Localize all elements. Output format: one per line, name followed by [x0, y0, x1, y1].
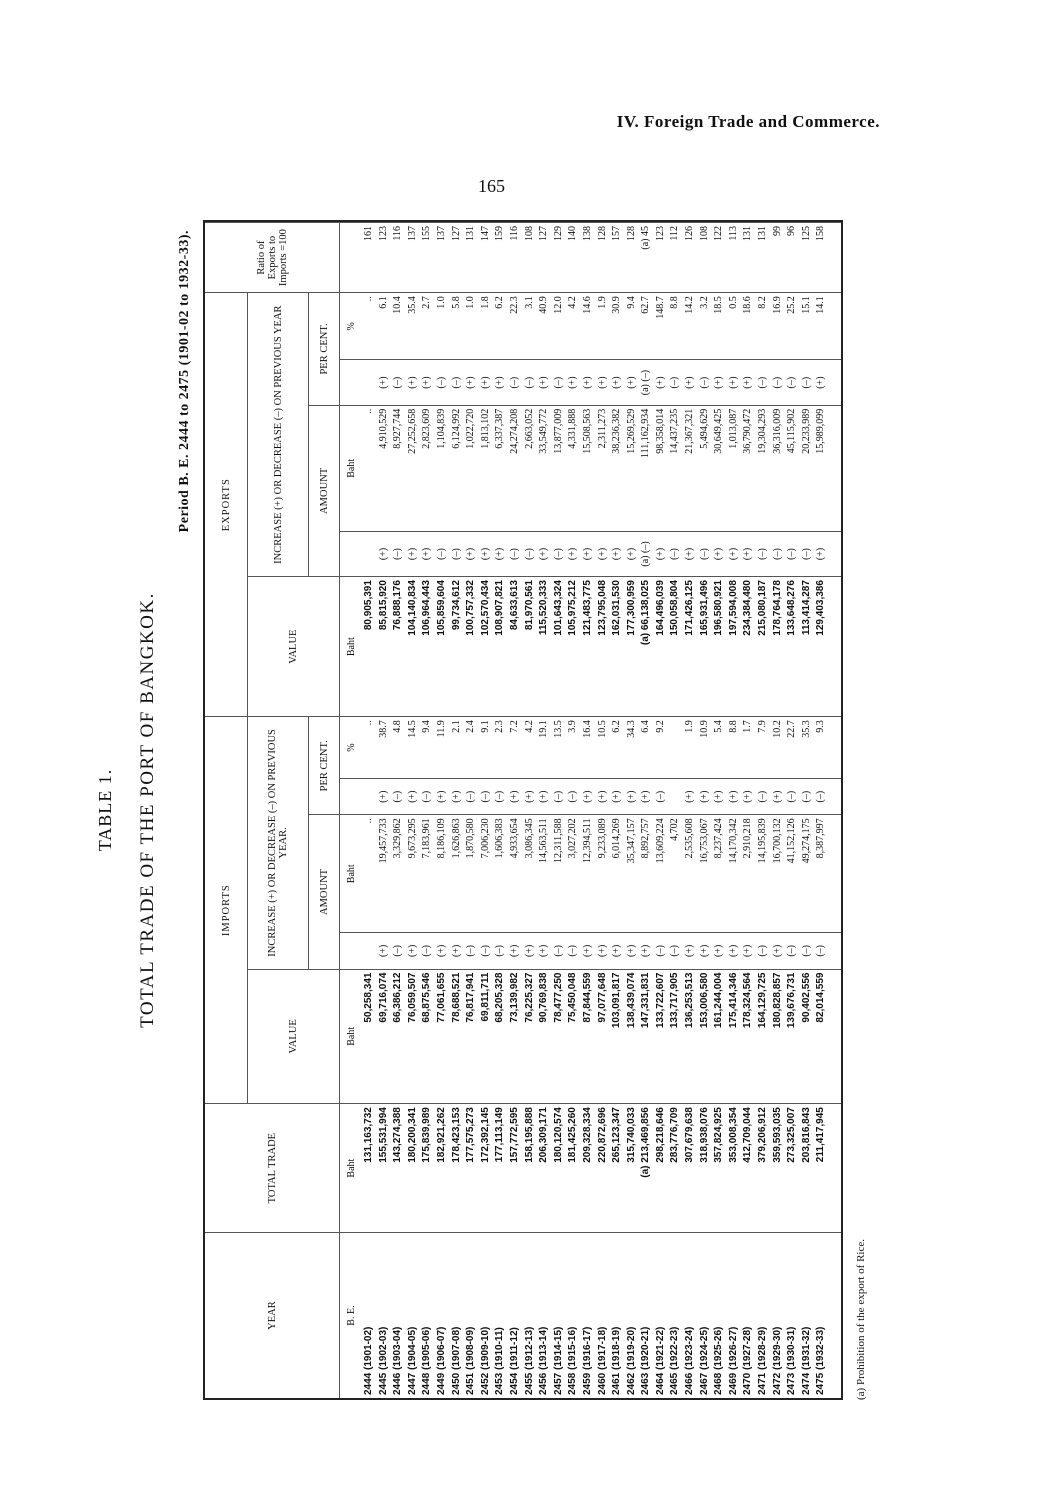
footnote: (a) Prohibition of the export of Rice.	[855, 1239, 867, 1400]
section-header: IV. Foreign Trade and Commerce.	[616, 112, 880, 131]
imports-value-column: 50,258,341 69,716,074 66,386,212 76,059,507 68,875,546 77,061,655 78,688,521 76,817,941 69,811,711 68,205,328 73,139,982 76,225,327 90,769,838 78,477,250 75,450,048 87,844,559 97,077,648 103,091,817 138,439,074 147,331,831 133,722,607 133,717,905 136,253,513 153,006,580 161,244,004 175,414,346 178,324,564 164,129,725 180,828,857 139,676,731 90,402,556 82,014,559	[362, 969, 841, 1104]
imports-value-header: VALUE	[248, 969, 340, 1104]
total-trade-column: 131,163,732 155,531,994 143,274,388 180,200,341 175,839,989 182,921,262 178,423,153 177,575,273 172,392,145 177,113,149 157,772,595 158,195,888 206,309,171 180,120,574 181,425,260 209,328,334 220,872,696 265,123,347 315,740,033 (a) 213,469,856 298,218,646 283,776,709 307,679,638 318,938,076 357,824,925 353,008,354 412,709,044 379,206,912 359,593,035 273,325,007 203,816,843 211,417,945	[362, 1104, 841, 1233]
unit-exp-value: Baht	[340, 577, 363, 717]
exports-pct-column: .. 6.1 10.4 35.4 2.7 1.0 5.8 1.0 1.8 6.2 22.3 3.1 40.9 12.0 4.2 14.6 1.9 30.9 9.4 62.7 148.7 8.8 14.2 3.2 18.5 0.5 18.6 8.2 16.9 25.2 15.1 14.1	[362, 293, 841, 360]
exports-value-column: 80,905,391 85,815,920 76,888,176 104,140,834 106,964,443 105,859,604 99,734,612 100,757,332 102,570,434 108,907,821 84,633,613 81,970,561 115,520,333 101,643,324 105,975,212 121,483,775 123,795,048 162,031,530 177,300,959 (a) 66,138,025 164,496,039 150,058,804 171,426,125 165,931,496 196,580,921 197,594,008 234,384,480 215,080,187 178,764,178 133,648,276 113,414,287 129,403,386	[362, 577, 841, 717]
imports-pct-header: PER CENT.	[309, 717, 340, 815]
imports-amount-header: AMOUNT	[309, 815, 340, 969]
imports-pct-sign-column: (+) (–) (+) (–) (+) (+) (–) (–) (–) (+) (+) (+) (–) (–) (+) (+) (+) (+) (+) (–) (+) (+) (+) (+) (+) (–) (+) (–) (–) (–)	[362, 778, 841, 814]
table-title: TOTAL TRADE OF THE PORT OF BANGKOK.	[137, 592, 158, 1028]
unit-imp-pct: %	[340, 717, 363, 779]
unit-total: Baht	[340, 1104, 363, 1233]
year-column: 2444 (1901-02) 2445 (1902-03) 2446 (1903-04) 2447 (1904-05) 2448 (1905-06) 2449 (1906-07) 2450 (1907-08) 2451 (1908-09) 2452 (1909-10) 2453 (1910-11) 2454 (1911-12) 2455 (1912-13) 2456 (1913-14) 2457 (1914-15) 2458 (1915-16) 2459 (1916-17) 2460 (1917-18) 2461 (1918-19) 2462 (1919-20) 2463 (1920-21) 2464 (1921-22) 2465 (1922-23) 2466 (1923-24) 2467 (1924-25) 2468 (1925-26) 2469 (1926-27) 2470 (1927-28) 2471 (1928-29) 2472 (1929-30) 2473 (1930-31) 2474 (1931-32) 2475 (1932-33)	[362, 1233, 841, 1398]
trade-table	[205, 222, 841, 1398]
ratio-header: Ratio of Exports to Imports =100	[205, 223, 340, 293]
total-trade-header: TOTAL TRADE	[205, 1104, 340, 1233]
be-prefix: B. E.	[340, 1233, 363, 1398]
exports-amount-column: .. 4,910,529 8,927,744 27,252,658 2,823,609 1,104,839 6,124,992 1,022,720 1,813,102 6,337,387 24,274,208 2,663,052 33,549,772 13,877,009 4,331,888 15,508,563 2,311,273 38,236,382 15,269,529 111,162,934 98,358,014 14,437,235 21,367,321 5,494,629 30,649,425 1,013,087 36,790,472 19,304,293 36,316,009 45,115,902 20,233,989 15,989,099	[362, 405, 841, 531]
imports-pct-column: .. 38.7 4.8 14.5 9.4 11.9 2.1 2.4 9.1 2.3 7.2 4.2 19.1 13.5 3.9 16.4 10.5 6.2 34.3 6.4 9.2 1.9 10.9 5.4 8.8 1.7 7.9 10.2 22.7 35.3 9.3	[362, 717, 841, 779]
unit-exp-amount: Baht	[340, 405, 363, 531]
imports-change-header: INCREASE (+) OR DECREASE (–) ON PREVIOUS YEAR.	[248, 717, 309, 969]
period-subtitle: Period B. E. 2444 to 2475 (1901-02 to 1932-33).	[177, 230, 192, 533]
page-number: 165	[478, 176, 505, 196]
unit-imp-amount: Baht	[340, 815, 363, 933]
unit-exp-pct: %	[340, 293, 363, 360]
imports-amount-column: .. 19,457,733 3,329,862 9,673,295 7,183,961 8,186,109 1,626,863 1,870,580 7,006,230 1,606,383 4,933,654 3,086,345 14,563,511 12,311,588 3,027,202 12,394,511 9,233,089 6,014,269 35,347,157 8,892,757 13,609,224 4,702 2,535,608 16,753,067 8,237,424 14,170,342 2,910,218 14,195,839 16,700,132 41,152,126 49,274,175 8,387,997	[362, 815, 841, 933]
exports-pct-header: PER CENT.	[309, 293, 340, 406]
unit-imp-value: Baht	[340, 969, 363, 1104]
imports-header: IMPORTS	[205, 717, 248, 1104]
trade-table-frame	[203, 220, 843, 1400]
exports-sign-column: (+) (–) (+) (+) (–) (–) (+) (+) (+) (–) (–) (+) (–) (+) (+) (+) (+) (+) (a) (–) (+) (–) (+) (–) (+) (+) (+) (–) (–) (–) (–) (+)	[362, 531, 841, 576]
exports-pct-sign-column: (+) (–) (+) (+) (–) (–) (+) (+) (+) (–) (–) (+) (–) (+) (+) (+) (+) (+) (a) (–) (+) (–) (+) (–) (+) (+) (+) (–) (–) (–) (–) (+)	[362, 360, 841, 405]
exports-change-header: INCREASE (+) OR DECREASE (–) ON PREVIOUS YEAR	[248, 293, 309, 577]
rotated-table-block	[95, 220, 875, 1400]
table-number: TABLE 1.	[95, 768, 115, 852]
ratio-column: 161 123 116 137 155 137 127 131 147 159 116 108 127 129 140 138 128 157 128 (a) 45 123 112 126 108 122 113 131 131 99 96 125 158	[362, 223, 841, 293]
imports-sign-column: (+) (–) (+) (–) (+) (+) (–) (–) (–) (+) (+) (+) (–) (–) (+) (+) (+) (+) (+) (–) (–) (+) (+) (+) (+) (+) (–) (+) (–) (–) (–)	[362, 933, 841, 969]
exports-value-header: VALUE	[248, 577, 340, 717]
exports-header: EXPORTS	[205, 293, 248, 717]
year-header: YEAR	[205, 1233, 340, 1398]
exports-amount-header: AMOUNT	[309, 405, 340, 576]
